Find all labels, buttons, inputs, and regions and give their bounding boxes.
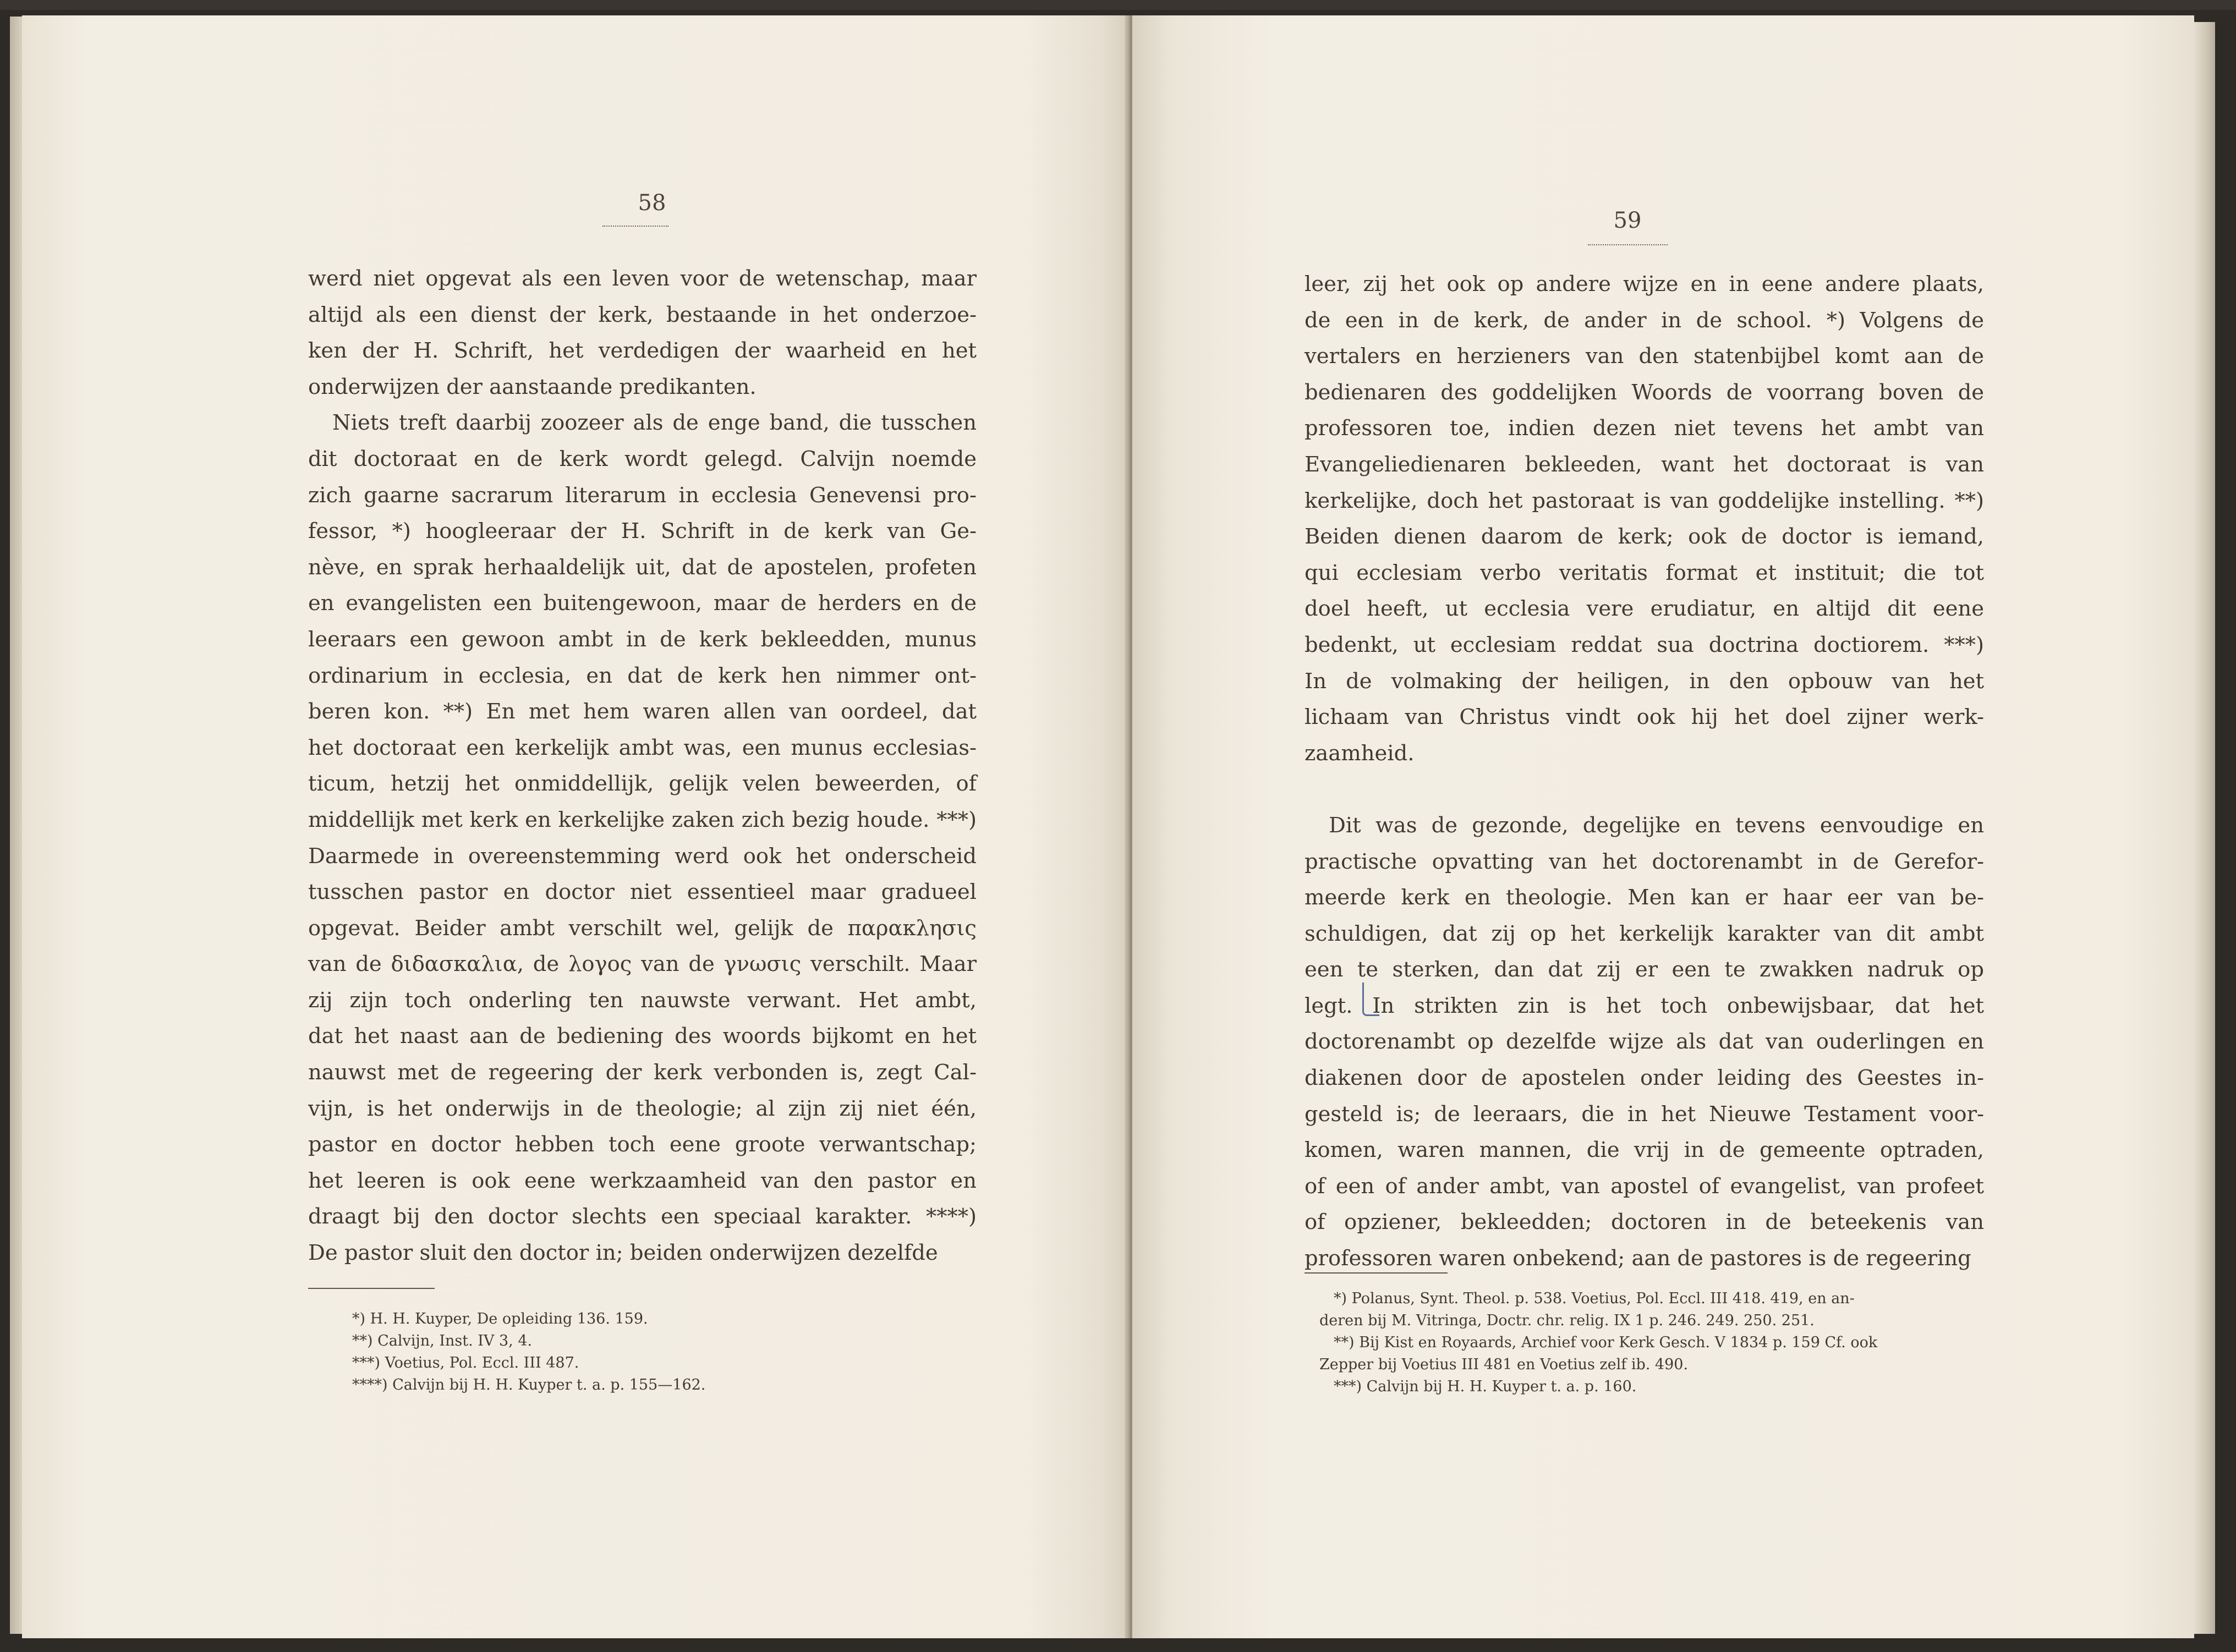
text-line: een te sterken, dan dat zij er een te zwakken nadruk op [1305, 957, 1984, 983]
text-line: de een in de kerk, de ander in de school. *) Volgens de [1305, 308, 1984, 333]
text-line: doel heeft, ut ecclesia vere erudiatur, en altijd dit eene [1305, 596, 1984, 622]
page-number: 58 [638, 190, 666, 216]
text-line: In de volmaking der heiligen, in den opbouw van het [1305, 668, 1984, 694]
footnote-rule [308, 1288, 435, 1289]
text-line: diakenen door de apostelen onder leiding des Geestes in- [1305, 1066, 1984, 1091]
text-line [1305, 771, 1984, 808]
text-line: vertalers en herzieners van den statenbijbel komt aan de [1305, 344, 1984, 369]
text-line: leeraars een gewoon ambt in de kerk bekleedden, munus [308, 627, 977, 652]
footnote-rule [1305, 1272, 1448, 1274]
text-line: Dit was de gezonde, degelijke en tevens eenvoudige en [1329, 813, 1984, 838]
text-line: tusschen pastor en doctor niet essentieel maar gradueel [308, 880, 977, 905]
text-line: zaamheid. [1305, 740, 1415, 766]
text-line: ordinarium in ecclesia, en dat de kerk hen nimmer ont- [308, 663, 977, 688]
right-footnotes [1319, 1288, 1991, 1398]
text-line: nève, en sprak herhaaldelijk uit, dat de apostelen, profeten [308, 555, 977, 580]
text-line: legt. In strikten zin is het toch onbewijsbaar, dat het [1305, 993, 1984, 1018]
left-page [22, 15, 1128, 1638]
footnote: **) Bij Kist en Royaards, Archief voor Kerk Gesch. V 1834 p. 159 Cf. ook [1334, 1334, 1878, 1351]
text-line: zij zijn toch onderling ten nauwste verwant. Het ambt, [308, 987, 977, 1013]
text-line: practische opvatting van het doctorenambt in de Gerefor- [1305, 849, 1984, 874]
right-page [1132, 15, 2194, 1638]
text-line: leer, zij het ook op andere wijze en in eene andere plaats, [1305, 272, 1984, 297]
text-line: zich gaarne sacrarum literarum in ecclesia Genevensi pro- [308, 482, 977, 508]
text-line: professoren toe, indien dezen niet tevens het ambt van [1305, 416, 1984, 441]
page-number: 59 [1613, 208, 1642, 233]
text-line: Beiden dienen daarom de kerk; ook de doctor is iemand, [1305, 524, 1984, 550]
footnote: ***) Calvijn bij H. H. Kuyper t. a. p. 160. [1334, 1378, 1637, 1395]
text-line: dit doctoraat en de kerk wordt gelegd. Calvijn noemde [308, 446, 977, 471]
text-line: gesteld is; de leeraars, die in het Nieuwe Testament voor- [1305, 1101, 1984, 1127]
text-line: De pastor sluit den doctor in; beiden onderwijzen dezelfde [308, 1241, 938, 1266]
text-line: meerde kerk en theologie. Men kan er haar eer van be- [1305, 885, 1984, 910]
text-line: kerkelijke, doch het pastoraat is van goddelijke instelling. **) [1305, 488, 1984, 513]
text-line: qui ecclesiam verbo veritatis format et instituit; die tot [1305, 560, 1984, 585]
text-line: het leeren is ook eene werkzaamheid van den pastor en [308, 1168, 977, 1193]
text-line: dat het naast aan de bediening des woords bijkomt en het [308, 1024, 977, 1049]
page-number-rule [602, 226, 668, 227]
right-body-text [1305, 266, 1984, 1277]
footnote: deren bij M. Vitringa, Doctr. chr. relig. IX 1 p. 246. 249. 250. 251. [1319, 1312, 1815, 1329]
footnote: *) Polanus, Synt. Theol. p. 538. Voetius, Pol. Eccl. III 418. 419, en an- [1334, 1290, 1855, 1307]
text-line: doctorenambt op dezelfde wijze als dat van ouderlingen en [1305, 1029, 1984, 1055]
page-number-rule [1588, 244, 1668, 245]
left-body-text [308, 261, 977, 1271]
text-line: komen, waren mannen, die vrij in de gemeente optraden, [1305, 1138, 1984, 1163]
footnote: ***) Voetius, Pol. Eccl. III 487. [352, 1354, 579, 1371]
text-line: opgevat. Beider ambt verschilt wel, gelijk de παρακλησις [308, 915, 977, 941]
text-line: of opziener, bekleedden; doctoren in de beteekenis van [1305, 1210, 1984, 1235]
text-line: ticum, hetzij het onmiddellijk, gelijk velen beweerden, of [308, 771, 977, 797]
text-line: lichaam van Christus vindt ook hij het doel zijner werk- [1305, 705, 1984, 730]
right-page-edge [2194, 22, 2215, 1634]
text-line: Daarmede in overeenstemming werd ook het onderscheid [308, 843, 977, 869]
text-line: het doctoraat een kerkelijk ambt was, een munus ecclesias- [308, 735, 977, 760]
text-line: werd niet opgevat als een leven voor de wetenschap, maar [308, 266, 977, 291]
text-line: bedenkt, ut ecclesiam reddat sua doctrina doctiorem. ***) [1305, 632, 1984, 657]
text-line: professoren waren onbekend; aan de pastores is de regeering [1305, 1246, 1971, 1271]
text-line: van de διδασκαλια, de λογος van de γνωσις verschilt. Maar [308, 952, 977, 977]
text-line: of een of ander ambt, van apostel of evangelist, van profeet [1305, 1173, 1984, 1199]
text-line: middellijk met kerk en kerkelijke zaken zich bezig houde. ***) [308, 807, 977, 832]
left-footnotes [352, 1308, 985, 1396]
text-line: Niets treft daarbij zoozeer als de enge band, die tusschen [332, 410, 977, 436]
text-line: fessor, *) hoogleeraar der H. Schrift in de kerk van Ge- [308, 519, 977, 544]
text-line: en evangelisten een buitengewoon, maar de herders en de [308, 591, 977, 616]
footnote: *) H. H. Kuyper, De opleiding 136. 159. [352, 1310, 648, 1327]
text-line: nauwst met de regeering der kerk verbonden is, zegt Cal- [308, 1060, 977, 1085]
text-line: bedienaren des goddelijken Woords de voorrang boven de [1305, 380, 1984, 405]
text-line: draagt bij den doctor slechts een speciaal karakter. ****) [308, 1204, 977, 1230]
text-line: altijd als een dienst der kerk, bestaande in het onderzoe- [308, 302, 977, 327]
text-line: pastor en doctor hebben toch eene groote verwantschap; [308, 1132, 977, 1157]
pencil-margin-mark [1362, 983, 1379, 1016]
text-line: ken der H. Schrift, het verdedigen der waarheid en het [308, 338, 977, 364]
footnote: Zepper bij Voetius III 481 en Voetius zelf ib. 490. [1319, 1356, 1689, 1373]
text-line: vijn, is het onderwijs in de theologie; al zijn zij niet één, [308, 1096, 977, 1121]
footnote: ****) Calvijn bij H. H. Kuyper t. a. p. 155—162. [352, 1376, 706, 1393]
text-line: beren kon. **) En met hem waren allen van oordeel, dat [308, 699, 977, 725]
text-line: schuldigen, dat zij op het kerkelijk karakter van dit ambt [1305, 921, 1984, 946]
text-line: Evangeliedienaren bekleeden, want het doctoraat is van [1305, 452, 1984, 477]
footnote: **) Calvijn, Inst. IV 3, 4. [352, 1332, 533, 1349]
text-line: onderwijzen der aanstaande predikanten. [308, 374, 757, 399]
